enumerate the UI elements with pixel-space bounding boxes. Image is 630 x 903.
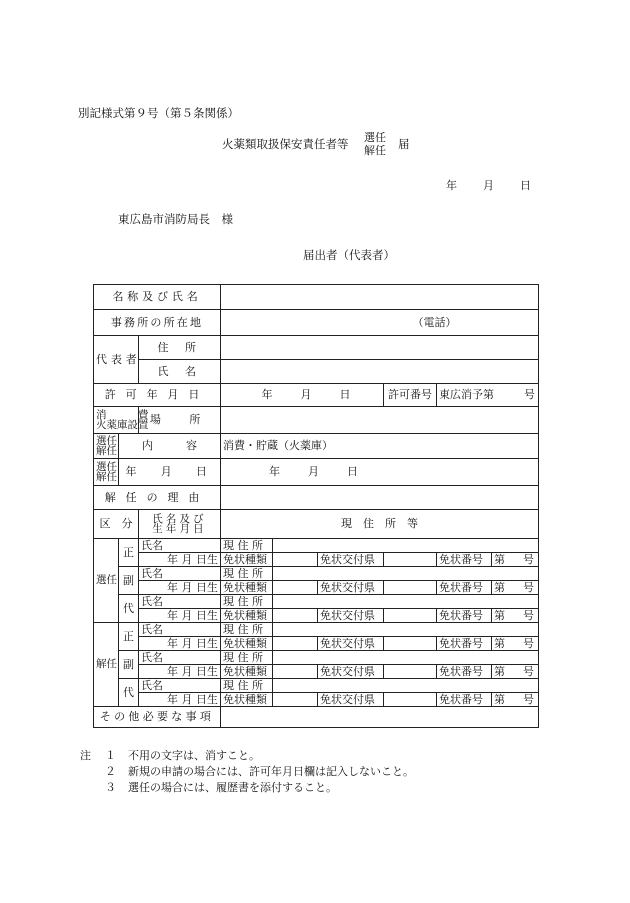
current-address-label: 現 住 所 [221, 567, 273, 581]
license-type-label: 免状種類 [221, 609, 273, 623]
reason-label: 解任の理由 [94, 486, 221, 510]
permit-day: 日 [339, 388, 351, 402]
current-address-label: 現 住 所 [221, 679, 273, 693]
phone-label: （電話） [412, 315, 457, 329]
date-month: 月 [483, 179, 494, 192]
license-type-field[interactable] [273, 637, 318, 651]
role-deputy: 副 [119, 567, 139, 595]
current-address-field[interactable] [273, 679, 539, 693]
person-name-label: 氏名 [139, 539, 221, 553]
form-label: 別記様式第９号（第５条関係） [78, 106, 239, 120]
license-type-field[interactable] [273, 553, 318, 567]
license-pref-field[interactable] [384, 665, 437, 679]
license-no-field[interactable]: 第 号 [492, 609, 539, 623]
rep-label: 代表者 [94, 336, 139, 384]
note-item: ２ 新規の申請の場合には、許可年月日欄は記入しないこと。 [105, 765, 414, 778]
note-item: ３ 選任の場合には、履歴書を添付すること。 [105, 781, 337, 794]
sel-year: 年 [269, 465, 281, 479]
group-dismiss-label: 解任 [94, 623, 119, 707]
sel-dismiss-date-label: 選任 解任 [94, 459, 119, 486]
title-select-option: 選任 [364, 131, 386, 144]
license-no-label: 免状番号 [437, 553, 492, 567]
person-birth-label: 年 月 日生 [139, 693, 221, 707]
group-select-label: 選任 [94, 539, 119, 623]
person-birth-label: 年 月 日生 [139, 609, 221, 623]
license-pref-field[interactable] [384, 609, 437, 623]
license-no-field[interactable]: 第 号 [492, 637, 539, 651]
name-field[interactable] [221, 285, 539, 310]
content-label: 内 容 [119, 434, 221, 459]
license-pref-field[interactable] [384, 581, 437, 595]
license-type-label: 免状種類 [221, 665, 273, 679]
sel-date-field[interactable] [221, 459, 539, 486]
license-no-label: 免状番号 [437, 693, 492, 707]
role-substitute: 代 [119, 679, 139, 707]
submission-date [446, 180, 531, 191]
permit-date-field[interactable] [221, 384, 384, 407]
name-label: 名称及び氏名 [94, 285, 221, 310]
sel-date-label: 年 月 日 [119, 459, 221, 486]
name-birth-label: 氏名及び 生年月日 [139, 510, 221, 539]
license-pref-field[interactable] [384, 637, 437, 651]
notes [80, 748, 414, 796]
content-value[interactable]: 消費・貯蔵（火薬庫） [221, 434, 539, 459]
license-no-field[interactable]: 第 号 [492, 581, 539, 595]
title-dismiss-option: 解任 [364, 144, 386, 157]
submitter-label: 届出者（代表者） [303, 248, 395, 262]
permit-number-prefix: 東広消予第 [439, 388, 495, 402]
permit-number-field[interactable] [437, 384, 539, 407]
notes-lead: 注 [80, 749, 91, 762]
other-field[interactable] [221, 707, 539, 728]
permit-month: 月 [300, 388, 312, 402]
notice-form-table [93, 284, 539, 728]
person-birth-label: 年 月 日生 [139, 553, 221, 567]
person-name-label: 氏名 [139, 679, 221, 693]
license-no-label: 免状番号 [437, 581, 492, 595]
current-address-field[interactable] [273, 623, 539, 637]
date-year: 年 [446, 179, 457, 192]
consume-label-2: 火薬庫設置 [96, 419, 149, 431]
current-address-header: 現 住 所 等 [221, 510, 539, 539]
license-pref-label: 免状交付県 [318, 581, 384, 595]
consume-place-field[interactable] [221, 407, 539, 434]
date-day: 日 [520, 179, 531, 192]
person-name-label: 氏名 [139, 651, 221, 665]
person-name-label: 氏名 [139, 623, 221, 637]
license-type-label: 免状種類 [221, 553, 273, 567]
permit-number-label: 許可番号 [384, 384, 437, 407]
consume-place-label: 場 所 [139, 407, 221, 434]
role-substitute: 代 [119, 595, 139, 623]
role-deputy: 副 [119, 651, 139, 679]
title-notice: 届 [398, 137, 410, 151]
license-no-label: 免状番号 [437, 609, 492, 623]
license-pref-field[interactable] [384, 693, 437, 707]
sel-dismiss-label: 選任 解任 [94, 434, 119, 459]
reason-field[interactable] [221, 486, 539, 510]
sel-month: 月 [308, 465, 320, 479]
license-pref-label: 免状交付県 [318, 553, 384, 567]
license-pref-field[interactable] [384, 553, 437, 567]
consume-label-1: 消 費 [96, 408, 149, 421]
sel-day: 日 [347, 465, 359, 479]
license-no-field[interactable]: 第 号 [492, 665, 539, 679]
current-address-field[interactable] [273, 595, 539, 609]
license-no-field[interactable]: 第 号 [492, 693, 539, 707]
license-type-label: 免状種類 [221, 581, 273, 595]
current-address-label: 現 住 所 [221, 623, 273, 637]
license-pref-label: 免状交付県 [318, 609, 384, 623]
license-type-label: 免状種類 [221, 693, 273, 707]
license-no-label: 免状番号 [437, 665, 492, 679]
person-name-label: 氏名 [139, 567, 221, 581]
current-address-field[interactable] [273, 567, 539, 581]
role-main: 正 [119, 539, 139, 567]
license-no-label: 免状番号 [437, 637, 492, 651]
consume-label [94, 407, 149, 434]
current-address-label: 現 住 所 [221, 651, 273, 665]
other-label: その他必要な事項 [94, 707, 221, 728]
current-address-label: 現 住 所 [221, 539, 273, 553]
rep-address-field[interactable] [221, 336, 539, 360]
permit-number-suffix: 号 [524, 388, 536, 402]
rep-name-label: 氏名 [139, 360, 221, 384]
current-address-field[interactable] [273, 539, 539, 553]
license-type-field[interactable] [273, 665, 318, 679]
current-address-label: 現 住 所 [221, 595, 273, 609]
addressee: 東広島市消防局長 様 [118, 212, 233, 226]
permit-date-label: 許可年月日 [94, 384, 221, 407]
license-pref-label: 免状交付県 [318, 693, 384, 707]
form-title: 火薬類取扱保安責任者等 [222, 137, 349, 151]
license-type-field[interactable] [273, 693, 318, 707]
current-address-field[interactable] [273, 651, 539, 665]
rep-name-field[interactable] [221, 360, 539, 384]
license-pref-label: 免状交付県 [318, 665, 384, 679]
division-label: 区 分 [94, 510, 139, 539]
license-type-label: 免状種類 [221, 637, 273, 651]
license-no-field[interactable]: 第 号 [492, 553, 539, 567]
rep-address-label: 住所 [139, 336, 221, 360]
role-main: 正 [119, 623, 139, 651]
person-birth-label: 年 月 日生 [139, 581, 221, 595]
person-name-label: 氏名 [139, 595, 221, 609]
office-label: 事務所の所在地 [94, 310, 221, 336]
permit-year: 年 [261, 388, 273, 402]
license-type-field[interactable] [273, 581, 318, 595]
license-type-field[interactable] [273, 609, 318, 623]
license-pref-label: 免状交付県 [318, 637, 384, 651]
person-birth-label: 年 月 日生 [139, 665, 221, 679]
note-item: 注 １ 不用の文字は、消すこと。 [80, 749, 260, 762]
person-birth-label: 年 月 日生 [139, 637, 221, 651]
office-field[interactable] [221, 310, 539, 336]
